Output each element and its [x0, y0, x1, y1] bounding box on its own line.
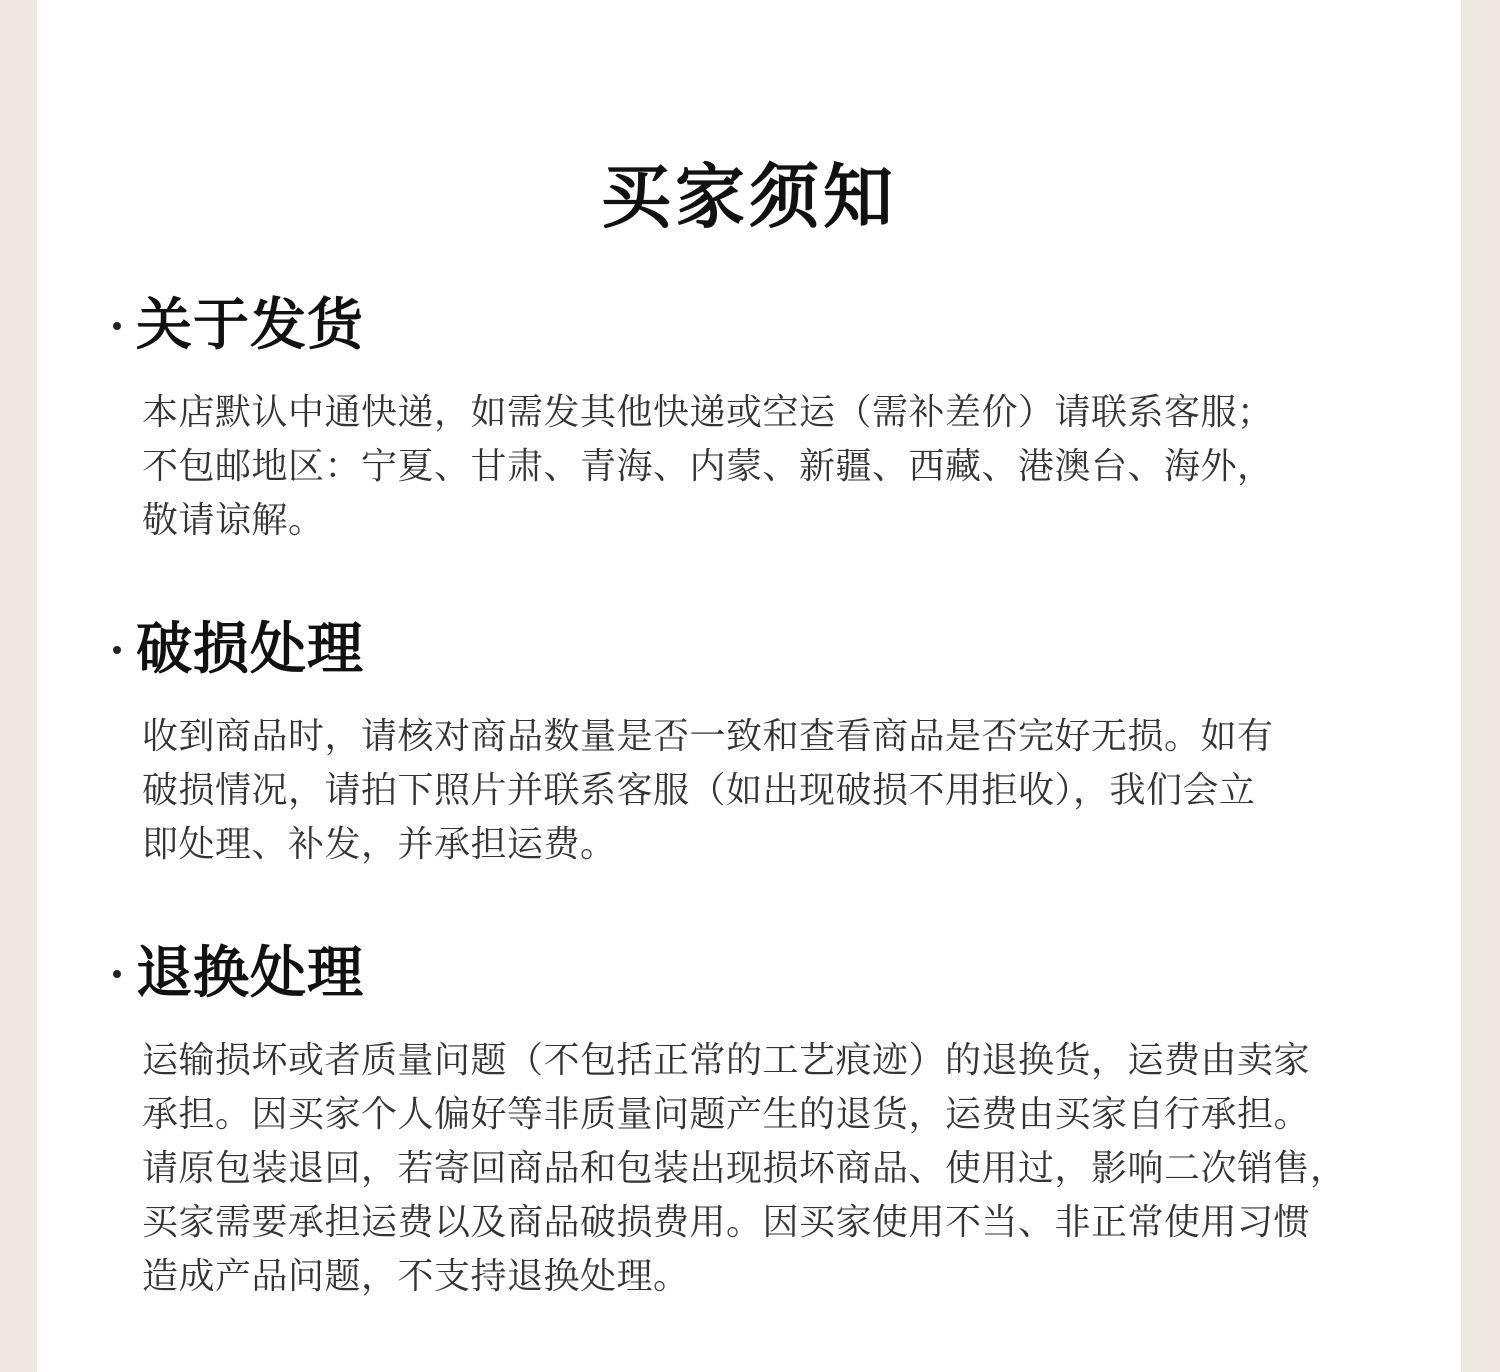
body-line: 运输损坏或者质量问题（不包括正常的工艺痕迹）的退换货，运费由卖家	[142, 1040, 1311, 1081]
body-line: 收到商品时，请核对商品数量是否一致和查看商品是否完好无损。如有	[142, 716, 1274, 757]
notice-panel	[37, 0, 1461, 1372]
section-damage	[113, 610, 1433, 872]
section-title: 破损处理	[136, 617, 364, 682]
bullet-dot-icon	[113, 322, 121, 330]
body-line: 破损情况，请拍下照片并联系客服（如出现破损不用拒收），我们会立	[142, 770, 1256, 811]
body-line: 造成产品问题，不支持退换处理。	[142, 1256, 690, 1297]
section-title: 关于发货	[136, 293, 364, 358]
body-line: 即处理、补发，并承担运费。	[142, 824, 617, 865]
section-title: 退换处理	[136, 941, 364, 1006]
bullet-dot-icon	[113, 970, 121, 978]
bullet-dot-icon	[113, 646, 121, 654]
section-body	[113, 386, 1442, 548]
body-line: 敬请谅解。	[142, 500, 325, 541]
body-line: 承担。因买家个人偏好等非质量问题产生的退货，运费由买家自行承担。	[142, 1094, 1311, 1135]
body-line: 本店默认中通快递，如需发其他快递或空运（需补差价）请联系客服；	[142, 392, 1274, 433]
section-returns	[113, 934, 1433, 1304]
body-line: 买家需要承担运费以及商品破损费用。因买家使用不当、非正常使用习惯	[142, 1202, 1311, 1243]
section-heading	[113, 286, 1433, 366]
section-body	[113, 710, 1442, 872]
section-heading	[113, 610, 1433, 690]
section-shipping	[113, 286, 1433, 548]
section-body	[113, 1034, 1442, 1304]
page-title: 买家须知	[601, 156, 897, 238]
body-line: 请原包装退回，若寄回商品和包装出现损坏商品、使用过，影响二次销售，	[142, 1148, 1347, 1189]
section-heading	[113, 934, 1433, 1014]
body-line: 不包邮地区：宁夏、甘肃、青海、内蒙、新疆、西藏、港澳台、海外，	[142, 446, 1274, 487]
